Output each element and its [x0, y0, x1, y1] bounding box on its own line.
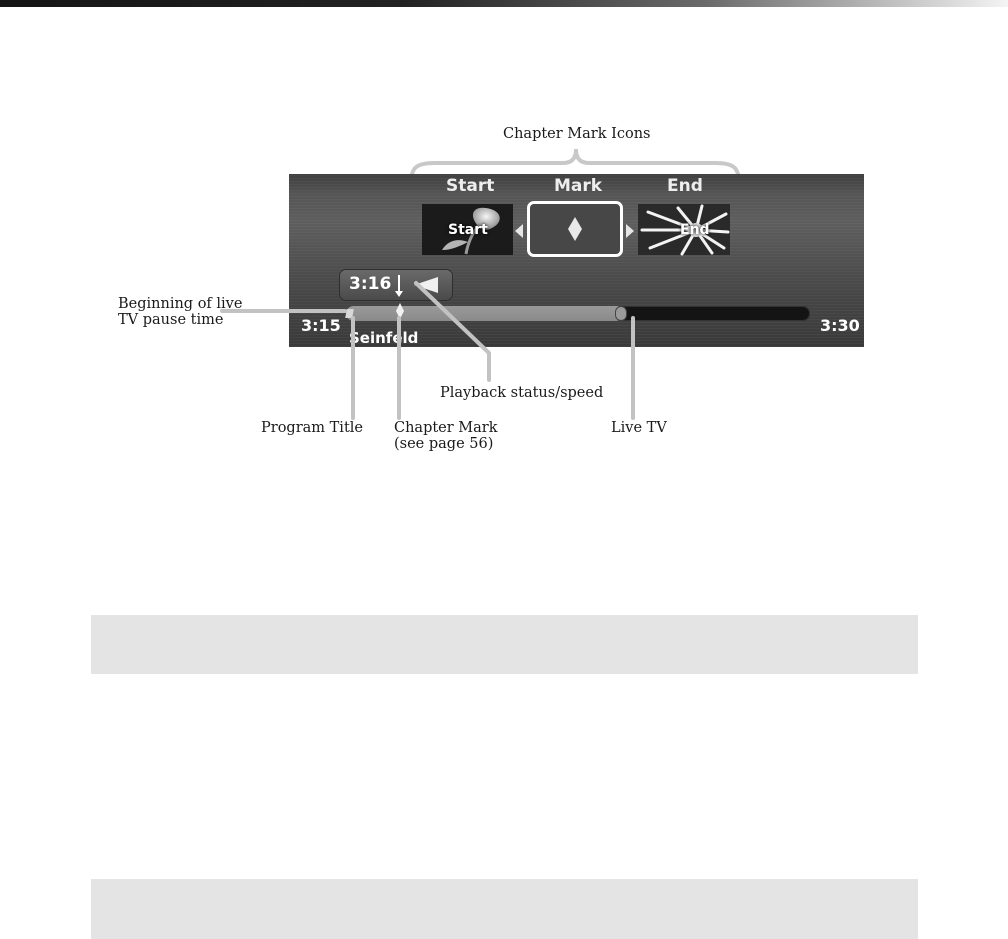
start-time: 3:15: [301, 316, 341, 335]
current-time: 3:16: [349, 274, 392, 294]
callout-chapter-mark-line1: Chapter Mark: [394, 420, 498, 436]
mark-icon-label: Mark: [554, 176, 603, 196]
callout-chapter-mark-line2: (see page 56): [394, 436, 494, 452]
callout-beginning-line2: TV pause time: [118, 312, 224, 328]
note-band-bottom: [91, 879, 918, 939]
start-icon-label: Start: [446, 176, 495, 196]
callout-program-title: Program Title: [261, 420, 363, 436]
end-icon-text: End: [680, 222, 710, 238]
program-title: Seinfeld: [349, 329, 419, 347]
end-time: 3:30: [820, 316, 860, 335]
leader-playback-line: [416, 283, 489, 380]
callout-playback-status: Playback status/speed: [440, 385, 604, 401]
note-band-top: [91, 615, 918, 674]
callout-beginning-line1: Beginning of live: [118, 296, 243, 312]
callout-chapter-mark-icons: Chapter Mark Icons: [503, 126, 651, 142]
callout-live-tv: Live TV: [611, 420, 667, 436]
end-icon-label: End: [667, 176, 703, 196]
start-icon-text: Start: [448, 222, 488, 238]
